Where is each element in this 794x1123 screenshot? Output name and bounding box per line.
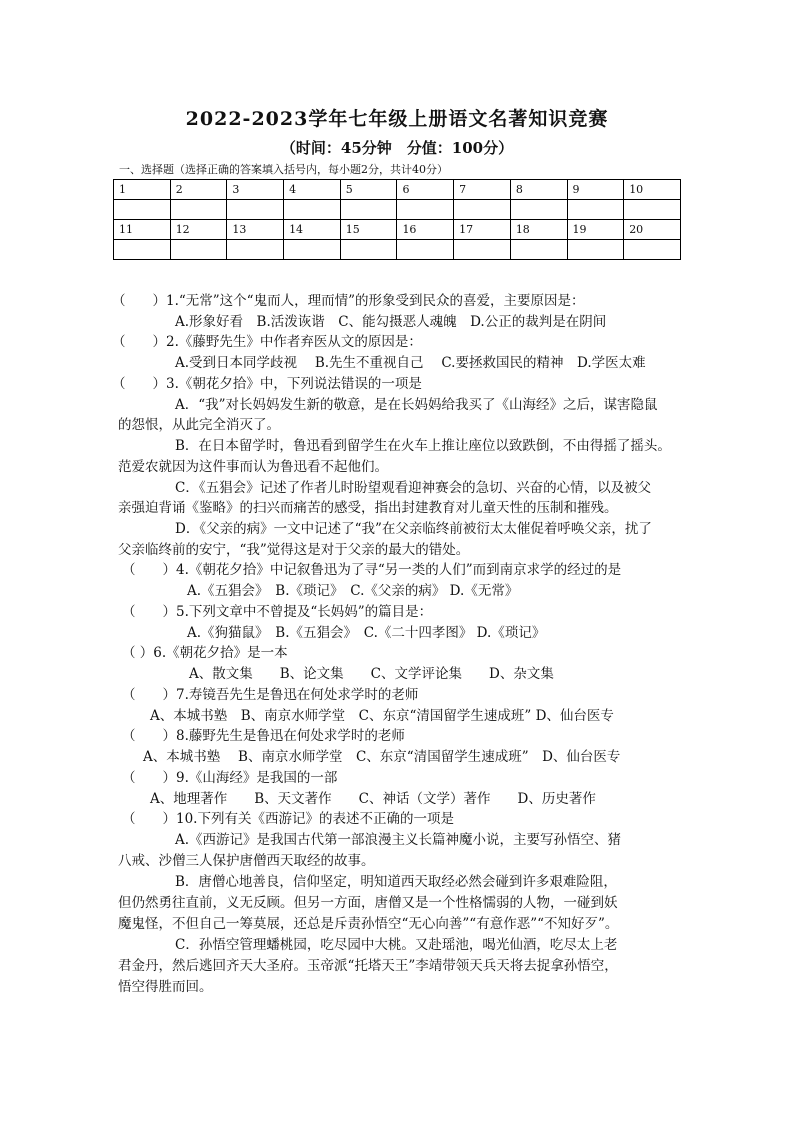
answer-number: 15 (340, 220, 397, 240)
answer-number: 17 (454, 220, 511, 240)
answer-cell[interactable] (114, 240, 171, 260)
question-2: （ ）2.《藤野先生》中作者弃医从文的原因是： (112, 334, 422, 350)
answer-number: 4 (284, 180, 341, 200)
answer-cell[interactable] (340, 200, 397, 220)
answer-cell[interactable] (227, 200, 284, 220)
question-7: （ ）7.寿镜吾先生是鲁迅在何处求学时的老师 (122, 687, 419, 703)
question-3-option-b: B．在日本留学时，鲁迅看到留学生在火车上推让座位以致跌倒，不由得摇了摇头。 (175, 438, 671, 454)
question-3-option-b-cont: 范爱农就因为这件事而认为鲁迅看不起他们。 (118, 459, 388, 475)
question-10-option-b: B．唐僧心地善良，信仰坚定，明知道西天取经必然会碰到许多艰难险阻， (175, 874, 617, 890)
question-9: （ ）9.《山海经》是我国的一部 (122, 770, 338, 786)
document-title: 2022-2023学年七年级上册语文名著知识竞赛 (185, 108, 609, 130)
answer-number: 18 (510, 220, 567, 240)
question-5: （ ）5.下列文章中不曾提及“长妈妈”的篇目是： (122, 604, 433, 620)
question-10-option-a-cont: 八戒、沙僧三人保护唐僧西天取经的故事。 (118, 853, 375, 869)
question-4: （ ）4.《朝花夕拾》中记叙鲁迅为了寻“另一类的人们”而到南京求学的经过的是 (122, 562, 622, 578)
question-1-options: A.形象好看 B.活泼诙谐 C、能勾摄恶人魂魄 D.公正的裁判是在阴间 (175, 314, 607, 330)
answer-cell[interactable] (397, 200, 454, 220)
answer-number: 6 (397, 180, 454, 200)
answer-number: 11 (114, 220, 171, 240)
answer-cell[interactable] (284, 240, 341, 260)
answer-table (113, 179, 681, 260)
answer-number: 10 (624, 180, 681, 200)
answer-number: 13 (227, 220, 284, 240)
answer-cell[interactable] (170, 200, 227, 220)
question-10: （ ）10.下列有关《西游记》的表述不正确的一项是 (122, 811, 454, 827)
question-3-option-c: C．《五猖会》记述了作者儿时盼望观看迎神赛会的急切、兴奋的心情，以及被父 (175, 480, 652, 496)
answer-cell[interactable] (567, 200, 624, 220)
answer-number: 7 (454, 180, 511, 200)
question-1: （ ）1.“无常”这个“鬼而人，理而情”的形象受到民众的喜爱，主要原因是： (112, 293, 585, 309)
answer-cell[interactable] (227, 240, 284, 260)
question-3-option-a-cont: 的怨恨，从此完全消灭了。 (118, 417, 280, 433)
answer-number-row (114, 220, 681, 240)
question-10-option-c-cont2: 悟空得胜而回。 (118, 979, 213, 995)
question-10-option-a: A.《西游记》是我国古代第一部浪漫主义长篇神魔小说，主要写孙悟空、猪 (175, 832, 622, 848)
question-10-option-c-cont: 君金丹，然后逃回齐天大圣府。玉帝派“托塔天王”李靖带领天兵天将去捉拿孙悟空， (118, 958, 618, 974)
answer-number: 14 (284, 220, 341, 240)
question-3-option-d-cont: 父亲临终前的安宁，“我”觉得这是对于父亲的最大的错处。 (118, 542, 470, 558)
answer-number: 19 (567, 220, 624, 240)
answer-blank-row (114, 200, 681, 220)
answer-cell[interactable] (284, 200, 341, 220)
answer-number: 2 (170, 180, 227, 200)
answer-cell[interactable] (510, 240, 567, 260)
answer-cell[interactable] (567, 240, 624, 260)
question-6: （ ）6.《朝花夕拾》是一本 (122, 645, 288, 661)
question-10-option-b-cont2: 魔鬼怪，不但自己一筹莫展，还总是斥责孙悟空“无心向善”“有意作恶”“不知好歹”。 (118, 916, 619, 932)
section-instruction: 一、选择题（选择正确的答案填入括号内，每小题2分，共计40分） (119, 163, 448, 176)
answer-number: 8 (510, 180, 567, 200)
answer-cell[interactable] (510, 200, 567, 220)
question-3-option-d: D．《父亲的病》一文中记述了“我”在父亲临终前被衍太太催促着呼唤父亲，扰了 (175, 521, 652, 537)
answer-number: 1 (114, 180, 171, 200)
answer-cell[interactable] (114, 200, 171, 220)
question-3-option-c-cont: 亲强迫背诵《鉴略》的扫兴而痛苦的感受，指出封建教育对儿童天性的压制和摧残。 (118, 500, 618, 516)
answer-cell[interactable] (624, 240, 681, 260)
question-10-option-c: C．孙悟空管理蟠桃园，吃尽园中大桃。又赴瑶池，喝光仙酒，吃尽太上老 (175, 937, 618, 953)
answer-number: 9 (567, 180, 624, 200)
question-9-options: A、地理著作 B、天文著作 C、神话（文学）著作 D、历史著作 (150, 791, 596, 807)
question-3-option-a: A．“我”对长妈妈发生新的敬意，是在长妈妈给我买了《山海经》之后，谋害隐鼠 (175, 397, 658, 413)
question-2-options: A.受到日本同学歧视 B.先生不重视自己 C.要拯救国民的精神 D.学医太难 (175, 355, 646, 371)
answer-number: 5 (340, 180, 397, 200)
answer-number: 3 (227, 180, 284, 200)
question-5-options: A.《狗猫鼠》 B.《五猖会》 C.《二十四孝图》 D.《琐记》 (187, 625, 546, 641)
question-8: （ ）8.藤野先生是鲁迅在何处求学时的老师 (122, 728, 405, 744)
answer-number: 12 (170, 220, 227, 240)
question-8-options: A、本城书塾 B、南京水师学堂 C、东京“清国留学生速成班” D、仙台医专 (143, 749, 621, 765)
answer-number: 16 (397, 220, 454, 240)
answer-cell[interactable] (340, 240, 397, 260)
answer-cell[interactable] (454, 240, 511, 260)
answer-cell[interactable] (624, 200, 681, 220)
question-10-option-b-cont: 但仍然勇往直前，义无反顾。但另一方面，唐僧又是一个性格懦弱的人物，一碰到妖 (118, 895, 618, 911)
answer-number-row (114, 180, 681, 200)
answer-number: 20 (624, 220, 681, 240)
exam-info: （时间：45分钟 分值：100分） (280, 139, 514, 157)
question-3: （ ）3.《朝花夕拾》中，下列说法错误的一项是 (112, 376, 422, 392)
question-7-options: A、本城书塾 B、南京水师学堂 C、东京“清国留学生速成班” D、仙台医专 (150, 708, 614, 724)
answer-blank-row (114, 240, 681, 260)
answer-cell[interactable] (454, 200, 511, 220)
answer-cell[interactable] (397, 240, 454, 260)
question-4-options: A.《五猖会》 B.《琐记》 C.《父亲的病》 D.《无常》 (187, 583, 519, 599)
question-6-options: A、散文集 B、论文集 C、文学评论集 D、杂文集 (189, 666, 554, 682)
answer-cell[interactable] (170, 240, 227, 260)
